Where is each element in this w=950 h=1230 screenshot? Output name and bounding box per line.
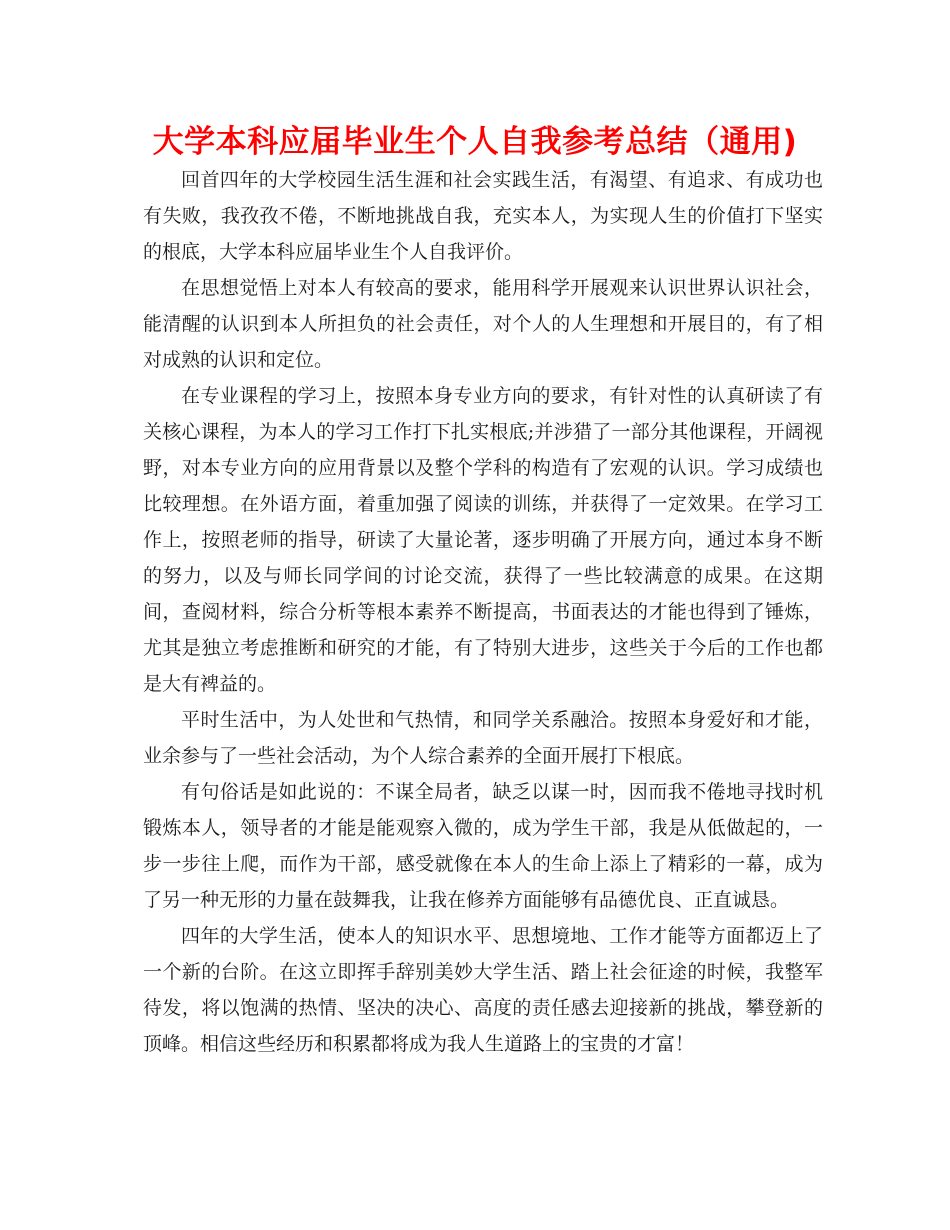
paragraph-2: 在思想觉悟上对本人有较高的要求，能用科学开展观来认识世界认识社会，能清醒的认识到本人所担负的社会责任，对个人的人生理想和开展目的，有了相对成熟的认识和定位。 [143,277,823,371]
paragraph-3: 在专业课程的学习上，按照本身专业方向的要求，有针对性的认真研读了有关核心课程，为本人的学习工作打下扎实根底;并涉猎了一部分其他课程，开阔视野，对本专业方向的应用背景以及整个学科的构造有了宏观的认识。学习成绩也比较理想。在外语方面，着重加强了阅读的训练，并获得了一定效果。在学习工作上，按照老师的指导，研读了大量论著，逐步明确了开展方向，通过本身不断的努力，以及与师长同学间的讨论交流，获得了一些比较满意的成果。在这期间，查阅材料，综合分析等根本素养不断提高，书面表达的才能也得到了锤炼，尤其是独立考虑推断和研究的才能，有了特别大进步，这些关于今后的工作也都是大有裨益的。 [143,385,823,695]
document-title: 大学本科应届毕业生个人自我参考总结（通用) [152,124,798,160]
paragraph-5: 有句俗话是如此说的：不谋全局者，缺乏以谋一时，因而我不倦地寻找时机锻炼本人，领导者的才能是能观察入微的，成为学生干部，我是从低做起的，一步一步往上爬，而作为干部，感受就像在本人的生命上添上了精彩的一幕，成为了另一种无形的力量在鼓舞我，让我在修养方面能够有品德优良、正直诚恳。 [143,781,823,911]
paragraph-6: 四年的大学生活，使本人的知识水平、思想境地、工作才能等方面都迈上了一个新的台阶。在这立即挥手辞别美妙大学生活、踏上社会征途的时候，我整军待发，将以饱满的热情、坚决的决心、高度的责任感去迎接新的挑战，攀登新的顶峰。相信这些经历和积累都将成为我人生道路上的宝贵的才富！ [143,925,823,1055]
document-body [143,162,823,1062]
paragraph-4: 平时生活中，为人处世和气热情，和同学关系融洽。按照本身爱好和才能，业余参与了一些社会活动，为个人综合素养的全面开展打下根底。 [143,709,823,767]
paragraph-1: 回首四年的大学校园生活生涯和社会实践生活，有渴望、有追求、有成功也有失败，我孜孜不倦，不断地挑战自我，充实本人，为实现人生的价值打下坚实的根底，大学本科应届毕业生个人自我评价。 [143,169,823,263]
